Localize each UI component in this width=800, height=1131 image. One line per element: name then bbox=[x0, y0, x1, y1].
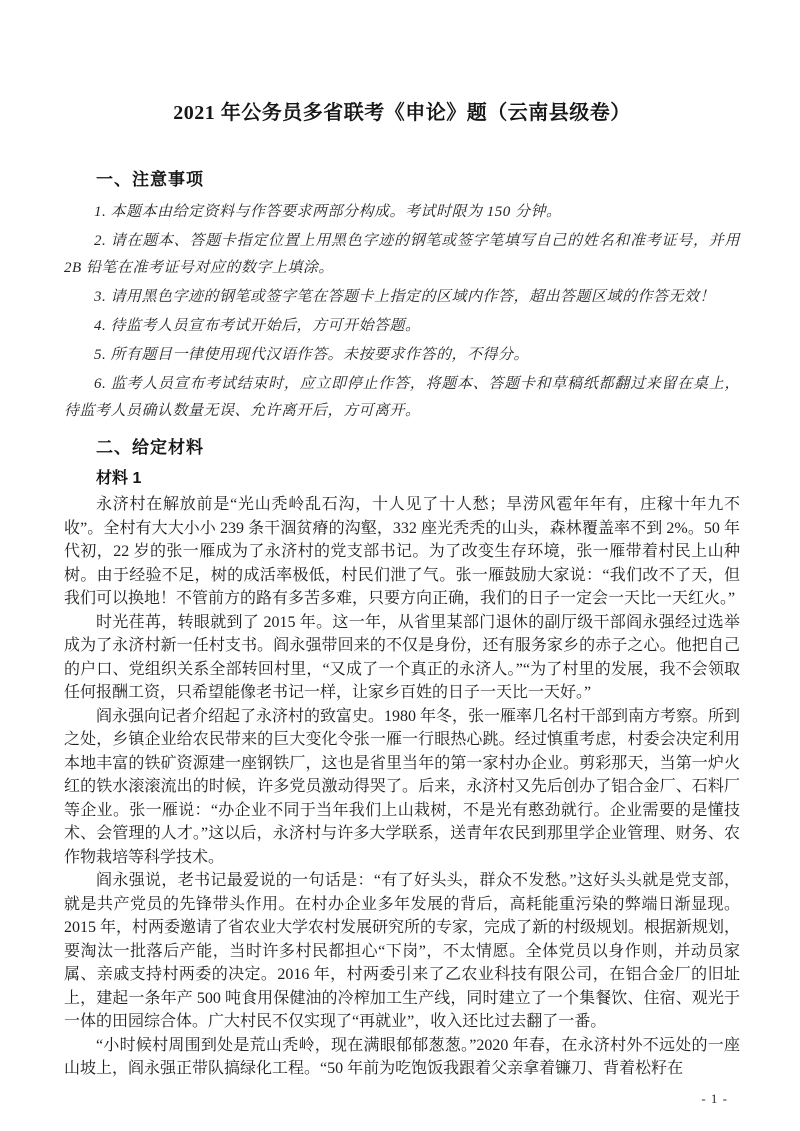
notice-item: 3. 请用黑色字迹的钢笔或签字笔在答题卡上指定的区域内作答，超出答题区域的作答无效！ bbox=[94, 289, 716, 305]
notice-list bbox=[64, 199, 740, 425]
notice-item: 2. 请在题本、答题卡指定位置上用黑色字迹的钢笔或签字笔填写自己的姓名和准考证号，并用 2B 铅笔在准考证号对应的数字上填涂。 bbox=[64, 233, 740, 276]
material-paragraph: 阎永强向记者介绍起了永济村的致富史。1980 年冬，张一雁率几名村干部到南方考察。所到之处，乡镇企业给农民带来的巨大变化令张一雁一行眼热心跳。经过慎重考虑，村委会决定利用本地丰富的铁矿资源建一座钢铁厂，这也是省里当年的第一家村办企业。剪彩那天，当第一炉火红的铁水滚滚流出的时候，许多党员激动得哭了。后来，永济村又先后创办了铝合金厂、石料厂等企业。张一雁说：“办企业不同于当年我们上山栽树，不是光有憨劲就行。企业需要的是懂技术、会管理的人才。”这以后，永济村与许多大学联系，送青年农民到那里学企业管理、财务、农作物栽培等科学技术。 bbox=[64, 707, 741, 866]
material-1-body bbox=[64, 493, 740, 1081]
notice-item: 4. 待监考人员宣布考试开始后，方可开始答题。 bbox=[94, 318, 421, 334]
notice-item: 1. 本题本由给定资料与作答要求两部分构成。考试时限为 150 分钟。 bbox=[94, 204, 562, 220]
material-1-label: 材料 1 bbox=[96, 470, 142, 487]
materials-section-heading: 二、给定材料 bbox=[96, 438, 204, 457]
page-number: - 1 - bbox=[701, 1091, 728, 1106]
material-paragraph: “小时候村周围到处是荒山秃岭，现在满眼郁郁葱葱。”2020 年春，在永济村外不远处的一座山坡上，阎永强正带队搞绿化工程。“50 年前为吃饱饭我跟着父亲拿着镰刀、背着松籽在 bbox=[64, 1036, 740, 1077]
notice-section-heading: 一、注意事项 bbox=[96, 170, 204, 189]
notice-item: 6. 监考人员宣布考试结束时，应立即停止作答，将题本、答题卡和草稿纸都翻过来留在桌上，待监考人员确认数量无误、允许离开后，方可离开。 bbox=[64, 376, 740, 419]
material-paragraph: 永济村在解放前是“光山秃岭乱石沟，十人见了十人愁；旱涝风雹年年有，庄稼十年九不收”。全村有大大小小 239 条干涸贫瘠的沟壑，332 座光秃秃的山头，森林覆盖率不到 2%。50 年代初，22 岁的张一雁成为了永济村的党支部书记。为了改变生存环境，张一雁带着村民上山种树。由于经验不足，树的成活率极低，村民们泄了气。张一雁鼓励大家说：“我们改不了天，但我们可以换地！不管前方的路有多苦多难，只要方向正确，我们的日子一定会一天比一天红火。” bbox=[64, 496, 740, 607]
material-paragraph: 阎永强说，老书记最爱说的一句话是：“有了好头头，群众不发愁。”这好头头就是党支部，就是共产党员的先锋带头作用。在村办企业多年发展的背后，高耗能重污染的弊端日渐显现。2015 年，村两委邀请了省农业大学农村发展研究所的专家，完成了新的村级规划。根据新规划，要淘汰一批落后产能，当时许多村民都担心“下岗”，不太情愿。全体党员以身作则，并动员家属、亲戚支持村两委的决定。2016 年，村两委引来了乙农业科技有限公司，在铝合金厂的旧址上，建起一条年产 500 吨食用保健油的冷榨加工生产线，同时建立了一个集餐饮、住宿、观光于一体的田园综合体。广大村民不仅实现了“再就业”，收入还比过去翻了一番。 bbox=[64, 872, 741, 1030]
document-title: 2021 年公务员多省联考《申论》题（云南县级卷） bbox=[173, 102, 631, 124]
notice-item: 5. 所有题目一律使用现代汉语作答。未按要求作答的，不得分。 bbox=[94, 347, 530, 363]
material-paragraph: 时光荏苒，转眼就到了 2015 年。这一年，从省里某部门退休的副厅级干部阎永强经过选举成为了永济村新一任村支书。阎永强带回来的不仅是身份，还有服务家乡的赤子之心。他把自己的户口、党组织关系全部转回村里，“又成了一个真正的永济人。”“为了村里的发展，我不会领取任何报酬工资，只希望能像老书记一样，让家乡百姓的日子一天比一天好。” bbox=[64, 613, 740, 701]
